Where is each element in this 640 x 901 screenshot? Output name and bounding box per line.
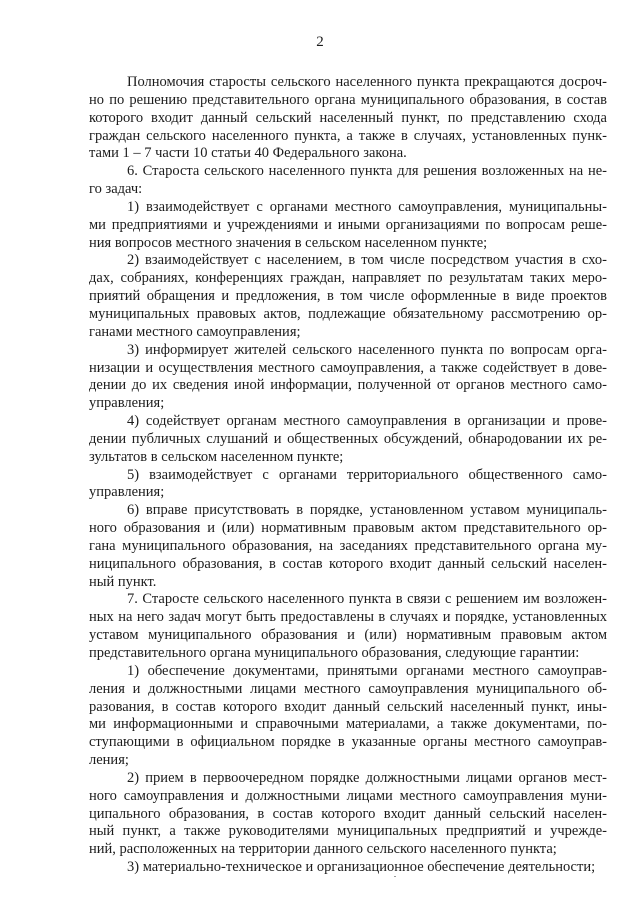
- text-line: ципального образования, в состав которого входит данный сельский населен-: [89, 805, 607, 822]
- paragraph-6-4: [89, 413, 607, 467]
- text-line: ного образования и (или) нормативным правовым актом представительного ор-: [89, 520, 607, 537]
- text-line: дении до их сведения иной информации, полученной от органов местного само-: [89, 377, 607, 394]
- text-line: ния вопросов местного значения в сельском населенном пункте;: [89, 234, 488, 251]
- text-line: управления;: [89, 484, 165, 501]
- page-number: 2: [316, 34, 324, 50]
- text-line: тами 1 – 7 части 10 статьи 40 Федерального закона.: [89, 145, 407, 162]
- text-line: ления и должностными лицами местного самоуправления муниципального об-: [89, 680, 607, 697]
- text-line: ных на него задач могут быть предоставлены в случаях и порядке, установленных: [89, 609, 607, 626]
- text-line: 7. Старосте сельского населенного пункта в связи с решением им возложен-: [127, 591, 607, 608]
- paragraph-7-1: [89, 663, 607, 770]
- text-line: дении публичных слушаний и общественных обсуждений, обнародовании их ре-: [89, 430, 607, 447]
- paragraph-item-7: [89, 591, 607, 662]
- paragraph-6-5: [89, 467, 607, 503]
- paragraph-6-6: [89, 502, 607, 591]
- text-line: го задач:: [89, 181, 143, 198]
- text-line: 1) взаимодействует с органами местного самоуправления, муниципальны-: [127, 198, 607, 215]
- text-line: ми предприятиями и учреждениями и иными организациями по вопросам реше-: [89, 216, 607, 233]
- text-line: Полномочия старосты сельского населенного пункта прекращаются досроч-: [127, 74, 607, 90]
- paragraph-7-3: [89, 859, 607, 877]
- text-line: разования, в состав которого входит данный сельский населенный пункт, ины-: [89, 698, 607, 715]
- text-line: ступающими в официальном порядке в указанные органы местного самоуправ-: [89, 734, 607, 751]
- text-line: управления;: [89, 395, 165, 412]
- text-line: зультатов в сельском населенном пункте;: [89, 448, 344, 465]
- text-line: ный пункт, а также руководителями муниципальных предприятий и учрежде-: [89, 823, 607, 840]
- text-line: которого входит данный сельский населенный пункт, по представлению схода: [89, 109, 607, 126]
- text-line: ный пункт.: [89, 573, 157, 590]
- text-line: ления;: [89, 752, 129, 769]
- text-line: ганами местного самоуправления;: [89, 323, 301, 340]
- document-body: [89, 74, 607, 877]
- text-line: низации и осуществления местного самоуправления, а также содействует в дове-: [89, 359, 607, 376]
- text-line: ми информационными и справочными материалами, а также документами, по-: [89, 716, 607, 733]
- paragraph-6-2: [89, 252, 607, 341]
- paragraph-powers-termination: [89, 74, 607, 163]
- text-line: представительного органа муниципального образования, следующие гарантии:: [89, 645, 580, 661]
- paragraph-6-3: [89, 342, 607, 413]
- text-line: ного самоуправления и должностными лицами местного самоуправления муни-: [89, 787, 607, 804]
- text-line: 4) содействует органам местного самоуправления в организации и прове-: [127, 413, 607, 430]
- text-line: гана муниципального образования, на заседаниях представительного органа му-: [89, 537, 607, 554]
- text-line: 6. Староста сельского населенного пункта для решения возложенных на не-: [127, 163, 607, 180]
- text-line: 3) информирует жителей сельского населенного пункта по вопросам орга-: [127, 341, 607, 358]
- text-line: муниципальных правовых актов, подлежащие обязательному рассмотрению ор-: [89, 305, 607, 322]
- text-line: уставом муниципального образования и (или) нормативным правовым актом: [89, 627, 607, 644]
- text-line: 2) взаимодействует с населением, в том числе посредством участия в схо-: [127, 252, 607, 269]
- text-line: ний, расположенных на территории данного сельского населенного пункта;: [89, 841, 557, 858]
- text-line: дах, собраниях, конференциях граждан, направляет по результатам таких меро-: [89, 270, 607, 287]
- paragraph-7-2: [89, 770, 607, 859]
- text-line: 6) вправе присутствовать в порядке, установленном уставом муниципаль-: [127, 502, 607, 519]
- text-line: приятий обращения и предложения, в том числе оформленные в виде проектов: [89, 288, 607, 305]
- paragraph-6-1: [89, 199, 607, 253]
- text-line: граждан сельского населенного пункта, а также в случаях, установленных пунк-: [89, 127, 607, 144]
- scan-speck: [394, 876, 396, 877]
- text-line: но по решению представительного органа муниципального образования, в состав: [89, 91, 607, 108]
- text-line: 2) прием в первоочередном порядке должностными лицами органов мест-: [127, 769, 607, 786]
- text-line: 5) взаимодействует с органами территориального общественного само-: [127, 466, 607, 483]
- paragraph-item-6: [89, 163, 607, 199]
- text-line: ниципального образования, в состав которого входит данный сельский населен-: [89, 555, 607, 572]
- text-line: 1) обеспечение документами, принятыми органами местного самоуправ-: [127, 662, 607, 679]
- text-line: 3) материально-техническое и организационное обеспечение деятельности;: [127, 859, 596, 876]
